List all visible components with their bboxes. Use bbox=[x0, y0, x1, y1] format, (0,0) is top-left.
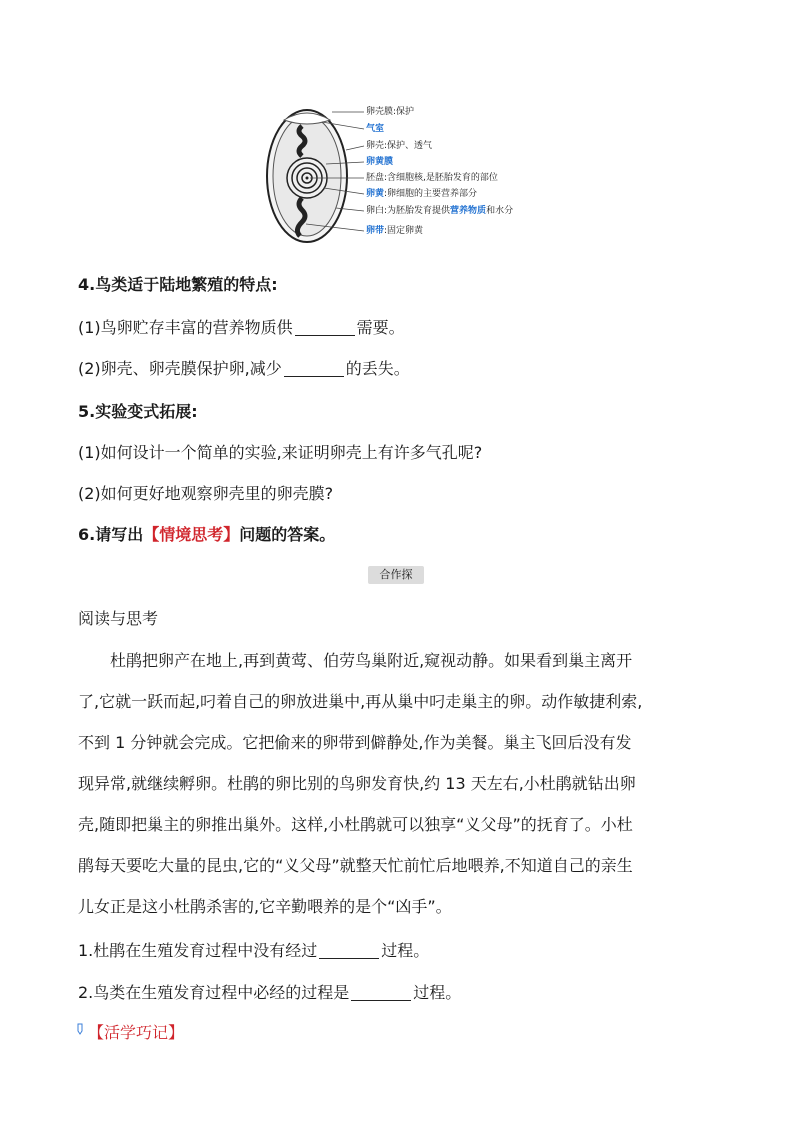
section-6-heading: 6.请写出【情境思考】问题的答案。 bbox=[78, 525, 336, 544]
egg-label-5: 胚盘:含细胞核,是胚胎发育的部位 bbox=[366, 173, 498, 183]
question-1: 1.杜鹃在生殖发育过程中没有经过 过程。 bbox=[78, 941, 430, 960]
section-4-heading: 4.鸟类适于陆地繁殖的特点: bbox=[78, 275, 278, 294]
section-4-item-1: (1)鸟卵贮存丰富的营养物质供 需要。 bbox=[78, 318, 405, 337]
section-5-heading: 5.实验变式拓展: bbox=[78, 402, 198, 421]
answer-blank[interactable] bbox=[295, 321, 355, 336]
reading-line-3: 不到 1 分钟就会完成。它把偷来的卵带到僻静处,作为美餐。巢主飞回后没有发 bbox=[78, 733, 632, 752]
reading-line-4: 现异常,就继续孵卵。杜鹃的卵比别的鸟卵发育快,约 13 天左右,小杜鹃就钻出卵 bbox=[78, 774, 636, 793]
answer-blank[interactable] bbox=[284, 362, 344, 377]
reading-line-5: 壳,随即把巢主的卵推出巢外。这样,小杜鹃就可以独享“义父母”的抚育了。小杜 bbox=[78, 815, 633, 834]
reading-line-2: 了,它就一跃而起,叼着自己的卵放进巢中,再从巢中叼走巢主的卵。动作敏捷利索, bbox=[78, 692, 643, 711]
cooperation-badge: 合作探 bbox=[368, 566, 424, 584]
memory-tip-heading: 【活学巧记】 bbox=[88, 1023, 185, 1042]
section-4-item-2: (2)卵壳、卵壳膜保护卵,减少 的丢失。 bbox=[78, 359, 410, 378]
answer-blank[interactable] bbox=[319, 944, 379, 959]
reading-line-7: 儿女正是这小杜鹃杀害的,它辛勤喂养的是个“凶手”。 bbox=[78, 897, 452, 916]
reading-line-1: 杜鹃把卵产在地上,再到黄莺、伯劳鸟巢附近,窥视动静。如果看到巢主离开 bbox=[110, 651, 633, 670]
pencil-icon bbox=[76, 1023, 84, 1035]
egg-label-2: 气室 bbox=[366, 124, 385, 134]
egg-label-8: 卵带:固定卵黄 bbox=[366, 226, 424, 236]
section-5-item-1: (1)如何设计一个简单的实验,来证明卵壳上有许多气孔呢? bbox=[78, 443, 483, 462]
reading-line-6: 鹃每天要吃大量的昆虫,它的“义父母”就整天忙前忙后地喂养,不知道自己的亲生 bbox=[78, 856, 633, 875]
egg-label-3: 卵壳:保护、透气 bbox=[366, 141, 433, 151]
reading-title: 阅读与思考 bbox=[78, 609, 159, 628]
egg-label-4: 卵黄膜 bbox=[366, 157, 394, 167]
egg-label-1: 卵壳膜:保护 bbox=[366, 107, 415, 117]
egg-label-6: 卵黄:卵细胞的主要营养部分 bbox=[366, 189, 478, 199]
egg-structure-diagram bbox=[262, 98, 552, 254]
answer-blank[interactable] bbox=[351, 986, 411, 1001]
section-5-item-2: (2)如何更好地观察卵壳里的卵壳膜? bbox=[78, 484, 334, 503]
question-2: 2.鸟类在生殖发育过程中必经的过程是 过程。 bbox=[78, 983, 462, 1002]
egg-label-7: 卵白:为胚胎发育提供营养物质和水分 bbox=[366, 206, 514, 216]
situation-think-highlight: 【情境思考】 bbox=[143, 525, 240, 544]
